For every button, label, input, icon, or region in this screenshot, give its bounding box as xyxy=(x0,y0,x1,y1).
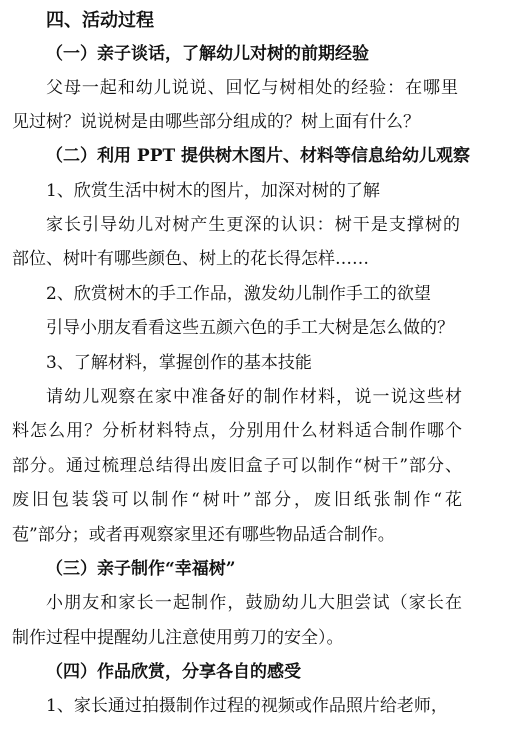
paragraph-line: 部位、树叶有哪些颜色、树上的花长得怎样…… xyxy=(12,249,369,269)
paragraph-line: 制作过程中提醒幼儿注意使用剪刀的安全）。 xyxy=(12,628,344,648)
list-item: 1、家长通过拍摄制作过程的视频或作品照片给老师， xyxy=(46,696,448,716)
paragraph-line: 家长引导幼儿对树产生更深的认识：树干是支撑树的 xyxy=(46,215,460,235)
subsection-heading: （二）利用 PPT 提供树木图片、材料等信息给幼儿观察 xyxy=(46,146,471,166)
paragraph-line: 引导小朋友看看这些五颜六色的手工大树是怎么做的？ xyxy=(46,318,454,338)
paragraph-line: 苞”部分；或者再观察家里还有哪些物品适合制作。 xyxy=(12,525,395,545)
subsection-heading: （一）亲子谈话，了解幼儿对树的前期经验 xyxy=(46,44,369,64)
section-heading: 四、活动过程 xyxy=(46,10,154,31)
paragraph-line: 废旧包装袋可以制作“树叶”部分，废旧纸张制作“花 xyxy=(12,490,462,510)
list-item: 3、了解材料，掌握创作的基本技能 xyxy=(46,353,312,373)
subsection-heading: （四）作品欣赏，分享各自的感受 xyxy=(46,662,301,682)
paragraph-line: 父母一起和幼儿说说、回忆与树相处的经验：在哪里 xyxy=(46,78,458,98)
subsection-heading: （三）亲子制作“幸福树” xyxy=(46,559,236,579)
paragraph-line: 料怎么用？分析材料特点，分别用什么材料适合制作哪个 xyxy=(12,421,462,441)
paragraph-line: 小朋友和家长一起制作，鼓励幼儿大胆尝试（家长在 xyxy=(46,593,462,613)
paragraph-line: 部分。通过梳理总结得出废旧盒子可以制作“树干”部分、 xyxy=(12,456,462,476)
list-item: 1、欣赏生活中树木的图片，加深对树的了解 xyxy=(46,181,380,201)
paragraph-line: 请幼儿观察在家中准备好的制作材料，说一说这些材 xyxy=(46,387,462,407)
list-item: 2、欣赏树木的手工作品，激发幼儿制作手工的欲望 xyxy=(46,284,431,304)
paragraph-line: 见过树？说说树是由哪些部分组成的？树上面有什么？ xyxy=(12,112,420,132)
